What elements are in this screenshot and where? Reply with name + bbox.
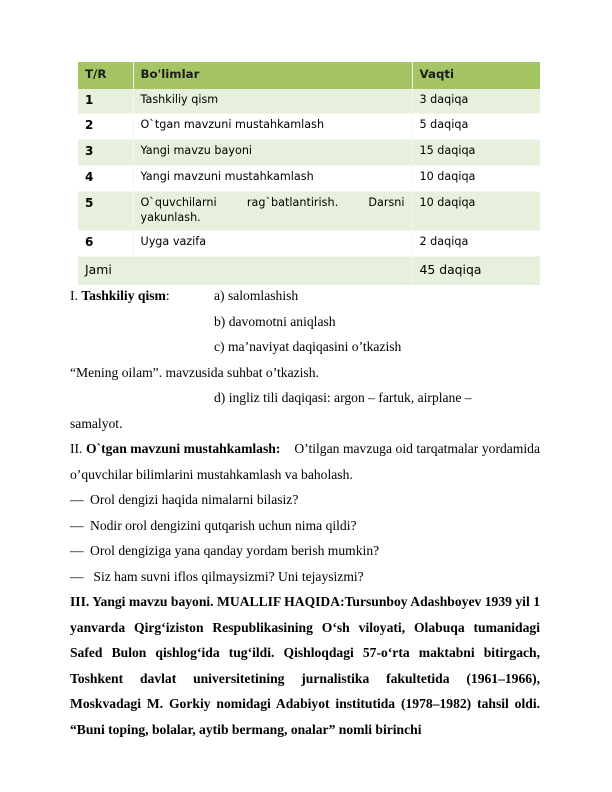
table-row bbox=[78, 191, 540, 231]
row-section bbox=[133, 191, 412, 231]
section-1-item-d: d) ingliz tili daqiqasi: argon – fartuk, airplane – bbox=[214, 390, 472, 405]
em-dash-icon: — bbox=[70, 543, 84, 558]
section-1-line-d bbox=[70, 385, 540, 411]
total-label: Jami bbox=[78, 257, 133, 285]
table-row bbox=[78, 140, 540, 166]
row-duration: 10 daqiqa bbox=[412, 166, 540, 192]
table-total-row bbox=[78, 257, 540, 285]
section-1-roman: I. bbox=[70, 288, 78, 303]
column-header-tr: T/R bbox=[78, 62, 133, 89]
row-number: 6 bbox=[78, 231, 133, 257]
section-1-note: “Mening oilam”. mavzusida suhbat o’tkazish. bbox=[70, 364, 319, 380]
em-dash-icon: — bbox=[70, 568, 84, 584]
row-number: 2 bbox=[78, 114, 133, 140]
section-2-title: O`tgan mavzuni mustahkamlash: bbox=[85, 441, 281, 456]
section-1-item-a: a) salomlashish bbox=[214, 288, 299, 303]
lesson-body bbox=[70, 283, 540, 742]
section-1-line-a bbox=[70, 283, 540, 309]
column-header-vaqti: Vaqti bbox=[412, 62, 540, 89]
section-2-paragraph bbox=[70, 436, 540, 487]
row-section: O`tgan mavzuni mustahkamlash bbox=[133, 114, 412, 140]
section-1-line-b bbox=[70, 309, 540, 335]
section-3-paragraph: III. Yangi mavzu bayoni. MUALLIF HAQIDA:Tursunboy Adashboyev 1939 yil 1 yanvarda Qirg‘iziston Respublikasining O‘sh viloyati, Olabuqa tumanidagi Safed Bulon qishlog‘ida tug‘ildi. Qishloqdagi 57-o‘rta maktabni bitirgach, Toshkent davlat universitetining jurnalistika fakultetida (1961–1966), Moskvadagi M. Gorkiy nomidagi Adabiyot institutida (1978–1982) tahsil oldi. “Buni toping, bolalar, aytib bermang, onalar” nomli birinchi bbox=[70, 594, 540, 737]
section-1-line-c bbox=[70, 334, 540, 360]
row-number: 4 bbox=[78, 166, 133, 192]
section-1-item-b: b) davomotni aniqlash bbox=[214, 313, 336, 329]
row-duration: 3 daqiqa bbox=[412, 89, 540, 114]
section-1-title: Tashkiliy qism bbox=[81, 288, 166, 303]
total-duration: 45 daqiqa bbox=[412, 257, 540, 285]
column-header-bolimlar: Bo'limlar bbox=[133, 62, 412, 89]
question-item bbox=[70, 564, 540, 590]
row-section: Yangi mavzu bayoni bbox=[133, 140, 412, 166]
question-text: Orol dengizi haqida nimalarni bilasiz? bbox=[90, 492, 299, 507]
question-text: Orol dengiziga yana qanday yordam berish mumkin? bbox=[90, 543, 380, 558]
section-2-roman: II. bbox=[70, 441, 83, 456]
table-body bbox=[78, 89, 540, 285]
row-number: 1 bbox=[78, 89, 133, 114]
em-dash-icon: — bbox=[70, 492, 84, 507]
question-item bbox=[70, 538, 540, 564]
question-item bbox=[70, 487, 540, 513]
table-row bbox=[78, 166, 540, 192]
row-section-line1: O`quvchilarni rag`batlantirish. Darsni bbox=[140, 195, 405, 209]
row-duration: 2 daqiqa bbox=[412, 231, 540, 257]
row-number: 3 bbox=[78, 140, 133, 166]
table-row bbox=[78, 114, 540, 140]
row-section: Tashkiliy qism bbox=[133, 89, 412, 114]
section-2-body: O’tilgan mavzuga oid tarqatmalar yordamida o’quvchilar bilimlarini mustahkamlash va baholash. bbox=[70, 441, 540, 482]
question-text: Nodir orol dengizini qutqarish uchun nima qildi? bbox=[90, 517, 357, 533]
total-empty-cell bbox=[133, 257, 412, 285]
table-header-row bbox=[78, 62, 540, 89]
section-1-item-d-continuation: samalyot. bbox=[70, 415, 123, 431]
table-header bbox=[78, 62, 540, 89]
row-duration: 5 daqiqa bbox=[412, 114, 540, 140]
row-section: Uyga vazifa bbox=[133, 231, 412, 257]
row-section-line2: yakunlash. bbox=[140, 210, 201, 224]
row-duration: 15 daqiqa bbox=[412, 140, 540, 166]
em-dash-icon: — bbox=[70, 517, 84, 533]
lesson-plan-table bbox=[78, 62, 540, 285]
table-row bbox=[78, 89, 540, 114]
section-1-item-c: c) ma’naviyat daqiqasini o’tkazish bbox=[214, 339, 402, 354]
row-duration: 10 daqiqa bbox=[412, 191, 540, 231]
row-number: 5 bbox=[78, 191, 133, 231]
question-text: Siz ham suvni iflos qilmaysizmi? Uni tejaysizmi? bbox=[90, 568, 364, 584]
row-section: Yangi mavzuni mustahkamlash bbox=[133, 166, 412, 192]
section-1-heading bbox=[70, 283, 214, 309]
table-row bbox=[78, 231, 540, 257]
question-item bbox=[70, 513, 540, 539]
section-1-colon: : bbox=[165, 288, 170, 303]
